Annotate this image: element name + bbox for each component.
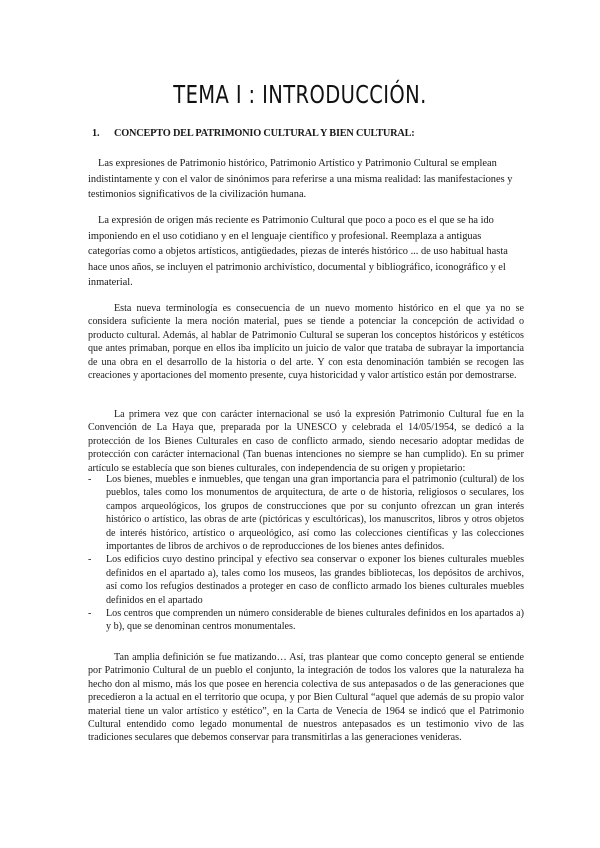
list-item	[88, 553, 524, 607]
list-bullet: -	[88, 608, 92, 620]
list-bullet: -	[88, 474, 92, 485]
paragraph-4	[88, 408, 524, 475]
list-item-text: Los edificios cuyo destino principal y efectivo sea conservar o exponer los bienes culturales muebles definidos en el apartado a), tales como los museos, las grandes bibliotecas, los depósitos de archivos, así como los refugios destinados a proteger en caso de conflicto armado los bienes culturales muebles definidos en el apartado	[106, 554, 524, 606]
list-item-text: Los centros que comprenden un número considerable de bienes culturales definidos en los apartados a) y b), que se denominan centros monumentales.	[106, 608, 524, 633]
paragraph-5-text: Tan amplia definición se fue matizando… Así, tras plantear que como concepto general se entiende por Patrimonio Cultural de un pueblo el conjunto, la integración de todos los valores que la naturaleza ha hecho don al mismo, más los que posee en herencia colectiva de sus antepasados o de las generaciones que precedieron a la actual en el territorio que ocupa, y por Bien Cultural “aquel que además de su propio valor material tiene un valor artístico y estético”, en la Carta de Venecia de 1964 se indicó que el Patrimonio Cultural entendido como legado monumental de nuestros antepasados es un testimonio vivo de las tradiciones seculares que debemos conservar para transmitirlas a las generaciones venideras.	[88, 652, 524, 744]
section-number: 1.	[92, 128, 100, 139]
definition-list	[88, 473, 524, 634]
section-heading	[92, 128, 532, 139]
page-title: TEMA I : INTRODUCCIÓN.	[173, 80, 427, 109]
paragraph-3	[88, 302, 524, 382]
paragraph-1-text: Las expresiones de Patrimonio histórico, Patrimonio Artístico y Patrimonio Cultural se emplean indistintamente y con el valor de sinónimos para referirse a una misma realidad: las manifestaciones y testimonios significativos de la civilización humana.	[88, 158, 513, 201]
list-item	[88, 607, 524, 634]
paragraph-2-text: La expresión de origen más reciente es Patrimonio Cultural que poco a poco es el que se ha ido imponiendo en el uso cotidiano y en el lenguaje científico y profesional. Reemplaza a antiguas categorías como a objetos artísticos, antigüedades, piezas de interés histórico ... de uso habitual hasta hace unos años, se incluyen el patrimonio archivístico, documental y bibliográfico, iconográfico y el inmaterial.	[88, 215, 508, 289]
paragraph-4-text: La primera vez que con carácter internacional se usó la expresión Patrimonio Cultural fue en la Convención de La Haya que, preparada por la UNESCO y celebrada el 14/05/1954, se dedicó a la protección de los Bienes Culturales en caso de conflicto armado, siendo necesario adoptar medidas de protección con carácter internacional (Tan buenas intenciones no siempre se han cumplido). En su primer artículo se establecía que son bienes culturales, con independencia de su origen y propietario:	[88, 409, 524, 474]
section-heading-text: CONCEPTO DEL PATRIMONIO CULTURAL Y BIEN CULTURAL:	[114, 128, 415, 139]
paragraph-3-text: Esta nueva terminología es consecuencia de un nuevo momento histórico en el que ya no se considera suficiente la mera noción material, pues se tiende a potenciar la concepción de actividad o producto cultural. Además, al hablar de Patrimonio Cultural se superan los conceptos históricos y estéticos que antes primaban, porque en ellos iba implícito un juicio de valor que trataba de subrayar la importancia de una obra en el desarrollo de la historia o del arte. Y con esta denominación también se recogen las creaciones y aportaciones del momento presente, cuya historicidad y valor artístico están por demostrarse.	[88, 303, 524, 382]
paragraph-1	[88, 156, 524, 203]
list-item-text: Los bienes, muebles e inmuebles, que tengan una gran importancia para el patrimonio (cultural) de los pueblos, tales como los monumentos de arquitectura, de arte o de historia, religiosos o seculares, los campos arqueológicos, los grupos de construcciones que por su conjunto ofrezcan un gran interés histórico o artístico, las obras de arte (pictóricas y escultóricas), los manuscritos, libros y otros objetos de interés histórico, artístico o arqueológico, así como las colecciones científicas y las colecciones importantes de libros de archivos o de reproducciones de los bienes antes definidos.	[106, 474, 524, 553]
list-bullet: -	[88, 554, 92, 566]
paragraph-2	[88, 213, 524, 291]
list-item	[88, 473, 524, 553]
paragraph-5	[88, 651, 524, 745]
